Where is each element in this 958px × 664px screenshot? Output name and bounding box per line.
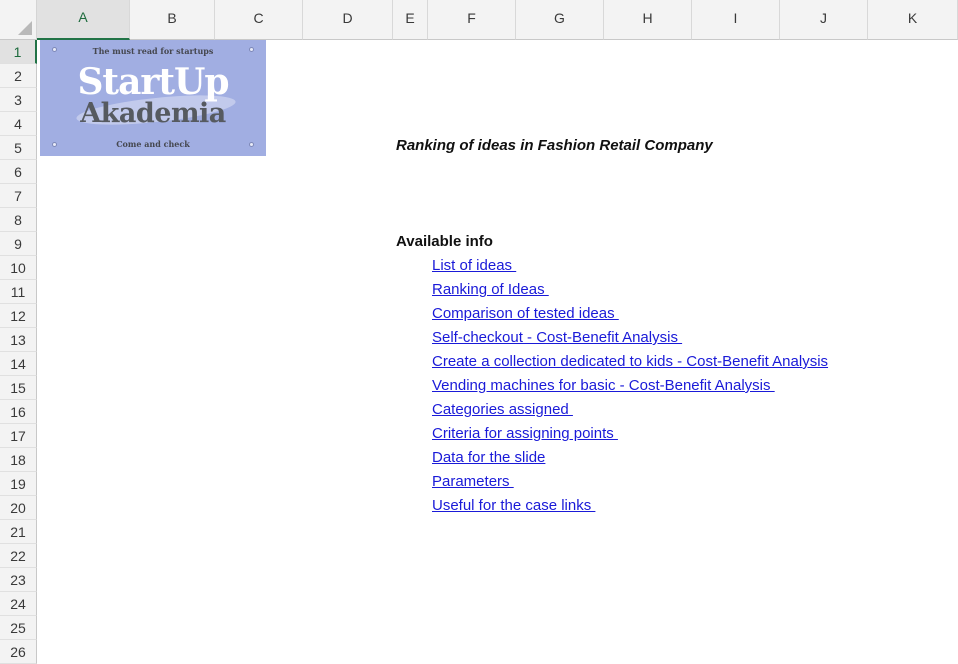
link-list-of-ideas[interactable]: List of ideas [432,257,517,274]
row-header-3[interactable]: 3 [0,88,37,112]
logo-line1: StartUp [77,61,229,103]
column-header-h[interactable]: H [604,0,692,40]
link-ranking-of-ideas[interactable]: Ranking of Ideas [432,281,549,298]
select-all-triangle-icon [18,21,32,35]
column-header-g[interactable]: G [516,0,604,40]
row-header-7[interactable]: 7 [0,184,37,208]
row-header-18[interactable]: 18 [0,448,37,472]
row-header-9[interactable]: 9 [0,232,37,256]
row-header-6[interactable]: 6 [0,160,37,184]
row-header-22[interactable]: 22 [0,544,37,568]
logo-line2: Akademia [80,98,226,129]
column-header-f[interactable]: F [428,0,516,40]
row-header-24[interactable]: 24 [0,592,37,616]
row-header-13[interactable]: 13 [0,328,37,352]
select-all-corner[interactable] [0,0,37,40]
link-useful-case-links[interactable]: Useful for the case links [432,497,596,514]
row-header-11[interactable]: 11 [0,280,37,304]
column-header-a[interactable]: A [37,0,130,40]
link-self-checkout-cba[interactable]: Self-checkout - Cost-Benefit Analysis [432,329,683,346]
row-header-20[interactable]: 20 [0,496,37,520]
column-header-d[interactable]: D [303,0,393,40]
row-header-4[interactable]: 4 [0,112,37,136]
row-header-16[interactable]: 16 [0,400,37,424]
column-header-c[interactable]: C [215,0,303,40]
link-comparison-of-tested-ideas[interactable]: Comparison of tested ideas [432,305,619,322]
link-categories-assigned[interactable]: Categories assigned [432,401,573,418]
link-data-for-slide[interactable]: Data for the slide [432,449,546,466]
column-header-j[interactable]: J [780,0,868,40]
link-vending-machines-cba[interactable]: Vending machines for basic - Cost-Benefit Analysis [432,377,775,394]
column-header-i[interactable]: I [692,0,780,40]
row-header-5[interactable]: 5 [0,136,37,160]
logo-tagline: The must read for startups [92,46,214,56]
startup-akademia-logo [40,40,266,156]
link-criteria-for-points[interactable]: Criteria for assigning points [432,425,618,442]
row-header-15[interactable]: 15 [0,376,37,400]
row-header-8[interactable]: 8 [0,208,37,232]
column-header-e[interactable]: E [393,0,428,40]
row-header-17[interactable]: 17 [0,424,37,448]
sheet-title: Ranking of ideas in Fashion Retail Company [396,137,713,154]
logo-footer: Come and check [116,139,190,149]
row-header-23[interactable]: 23 [0,568,37,592]
row-header-26[interactable]: 26 [0,640,37,664]
column-header-k[interactable]: K [868,0,958,40]
column-header-b[interactable]: B [130,0,215,40]
row-header-10[interactable]: 10 [0,256,37,280]
row-header-19[interactable]: 19 [0,472,37,496]
row-header-1[interactable]: 1 [0,40,37,64]
available-info-label: Available info [396,233,493,250]
row-header-2[interactable]: 2 [0,64,37,88]
link-parameters[interactable]: Parameters [432,473,514,490]
row-header-12[interactable]: 12 [0,304,37,328]
row-header-21[interactable]: 21 [0,520,37,544]
row-header-25[interactable]: 25 [0,616,37,640]
link-kids-collection-cba[interactable]: Create a collection dedicated to kids - Cost-Benefit Analysis [432,353,829,370]
row-header-14[interactable]: 14 [0,352,37,376]
